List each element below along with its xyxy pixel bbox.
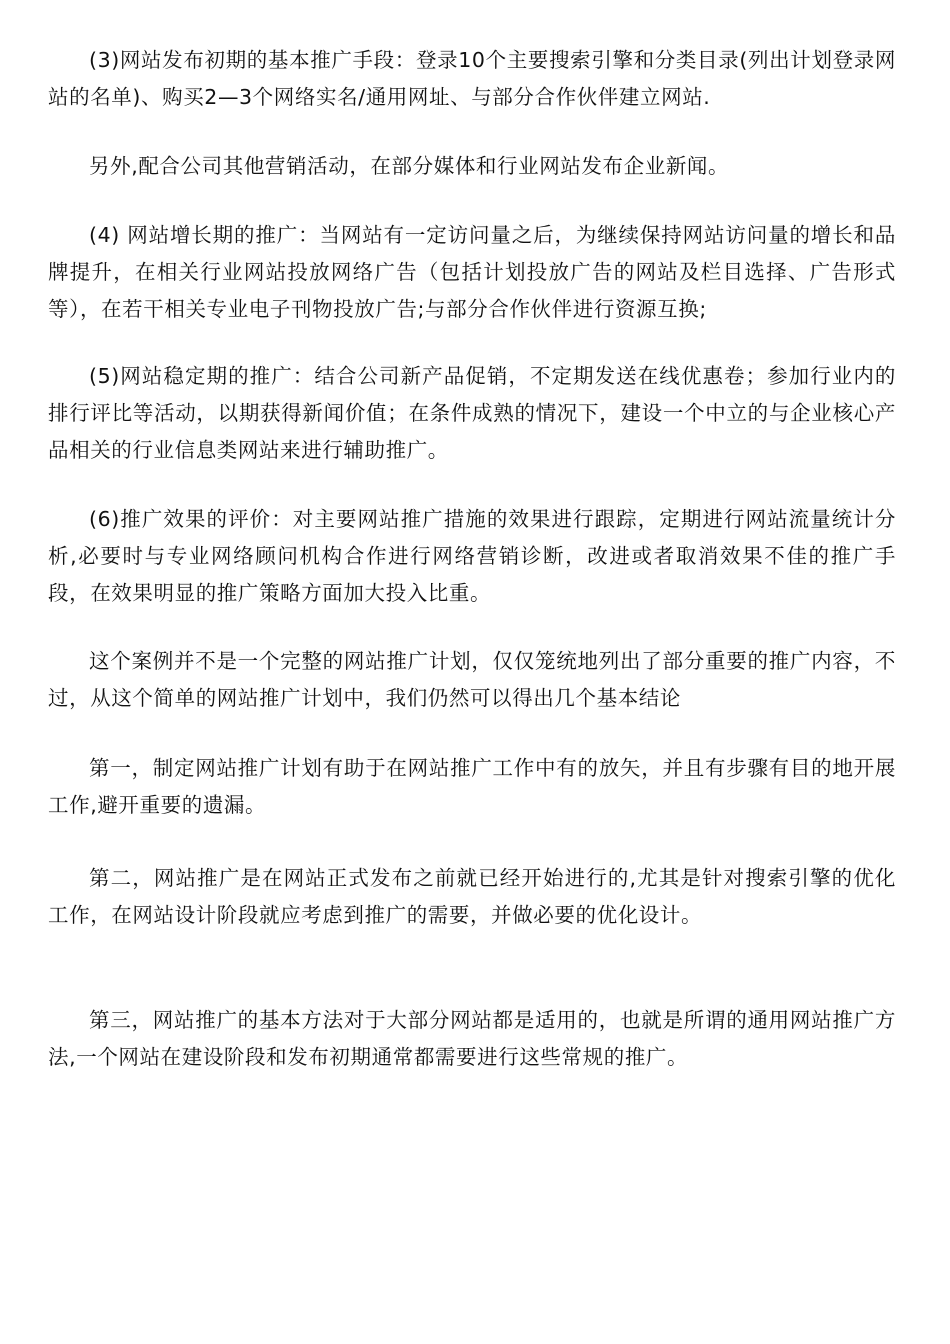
paragraph-conclusion-three: 第三，网站推广的基本方法对于大部分网站都是适用的，也就是所谓的通用网站推广方法,一个网站在建设阶段和发布初期通常都需要进行这些常规的推广。 — [48, 1008, 896, 1069]
paragraph-conclusion-two: 第二，网站推广是在网站正式发布之前就已经开始进行的,尤其是针对搜索引擎的优化工作，在网站设计阶段就应考虑到推广的需要，并做必要的优化设计。 — [48, 866, 896, 927]
paragraph-growth-promotion: (4) 网站增长期的推广：当网站有一定访问量之后，为继续保持网站访问量的增长和品牌提升，在相关行业网站投放网络广告（包括计划投放广告的网站及栏目选择、广告形式等），在若干相关专业电子刊物投放广告;与部分合作伙伴进行资源互换; — [48, 223, 896, 321]
paragraph-case-summary: 这个案例并不是一个完整的网站推广计划，仅仅笼统地列出了部分重要的推广内容，不过，从这个简单的网站推广计划中，我们仍然可以得出几个基本结论 — [48, 649, 896, 710]
paragraph-conclusion-one: 第一，制定网站推广计划有助于在网站推广工作中有的放矢，并且有步骤有目的地开展工作,避开重要的遗漏。 — [48, 756, 896, 817]
paragraph-launch-promotion: (3)网站发布初期的基本推广手段：登录10个主要搜索引擎和分类目录(列出计划登录网站的名单)、购买2—3个网络实名/通用网址、与部分合作伙伴建立网站. — [48, 48, 896, 109]
paragraph-evaluation: (6)推广效果的评价：对主要网站推广措施的效果进行跟踪，定期进行网站流量统计分析,必要时与专业网络顾问机构合作进行网络营销诊断，改进或者取消效果不佳的推广手段，在效果明显的推广策略方面加大投入比重。 — [48, 507, 896, 605]
document-page — [48, 42, 896, 1076]
paragraph-company-news: 另外,配合公司其他营销活动，在部分媒体和行业网站发布企业新闻。 — [89, 154, 730, 178]
paragraph-stable-promotion: (5)网站稳定期的推广：结合公司新产品促销，不定期发送在线优惠卷；参加行业内的排行评比等活动，以期获得新闻价值；在条件成熟的情况下，建设一个中立的与企业核心产品相关的行业信息类网站来进行辅助推广。 — [48, 364, 896, 462]
